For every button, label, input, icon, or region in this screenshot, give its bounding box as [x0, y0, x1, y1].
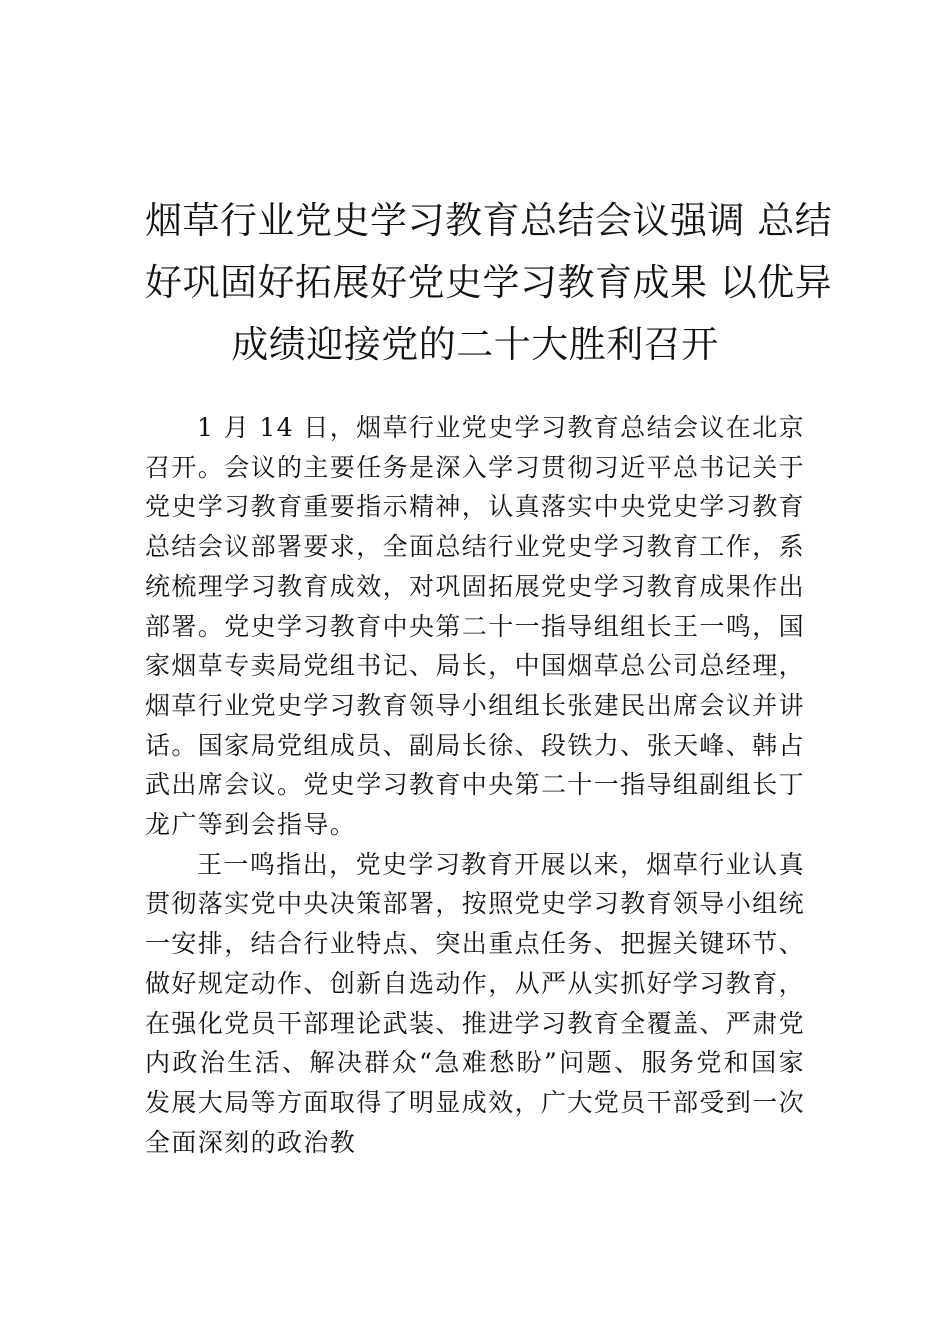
paragraph-2: 王一鸣指出，党史学习教育开展以来，烟草行业认真贯彻落实党中央决策部署，按照党史学习教育领导小组统一安排，结合行业特点、突出重点任务、把握关键环节、做好规定动作、创新自选动作，从严从实抓好学习教育，在强化党员干部理论武装、推进学习教育全覆盖、严肃党内政治生活、解决群众“急难愁盼”问题、服务党和国家发展大局等方面取得了明显成效，广大党员干部受到一次全面深刻的政治教: [145, 849, 806, 1157]
title-line-3: 成绩迎接党的二十大胜利召开: [231, 323, 719, 366]
article-body: [145, 408, 805, 1162]
page-title: [145, 190, 833, 376]
paragraph-1: 1 月 14 日，烟草行业党史学习教育总结会议在北京召开。会议的主要任务是深入学习贯彻习近平总书记关于党史学习教育重要指示精神，认真落实中央党史学习教育总结会议部署要求，全面总结行业党史学习教育工作，系统梳理学习教育成效，对巩固拓展党史学习教育成果作出部署。党史学习教育中央第二十一指导组组长王一鸣，国家烟草专卖局党组书记、局长，中国烟草总公司总经理，烟草行业党史学习教育领导小组组长张建民出席会议并讲话。国家局党组成员、副局长徐、段铁力、张天峰、韩占武出席会议。党史学习教育中央第二十一指导组副组长丁龙广等到会指导。: [145, 413, 806, 840]
title-line-2: 好巩固好拓展好党史学习教育成果 以优异: [145, 261, 833, 304]
title-line-1: 烟草行业党史学习教育总结会议强调 总结: [145, 199, 833, 242]
